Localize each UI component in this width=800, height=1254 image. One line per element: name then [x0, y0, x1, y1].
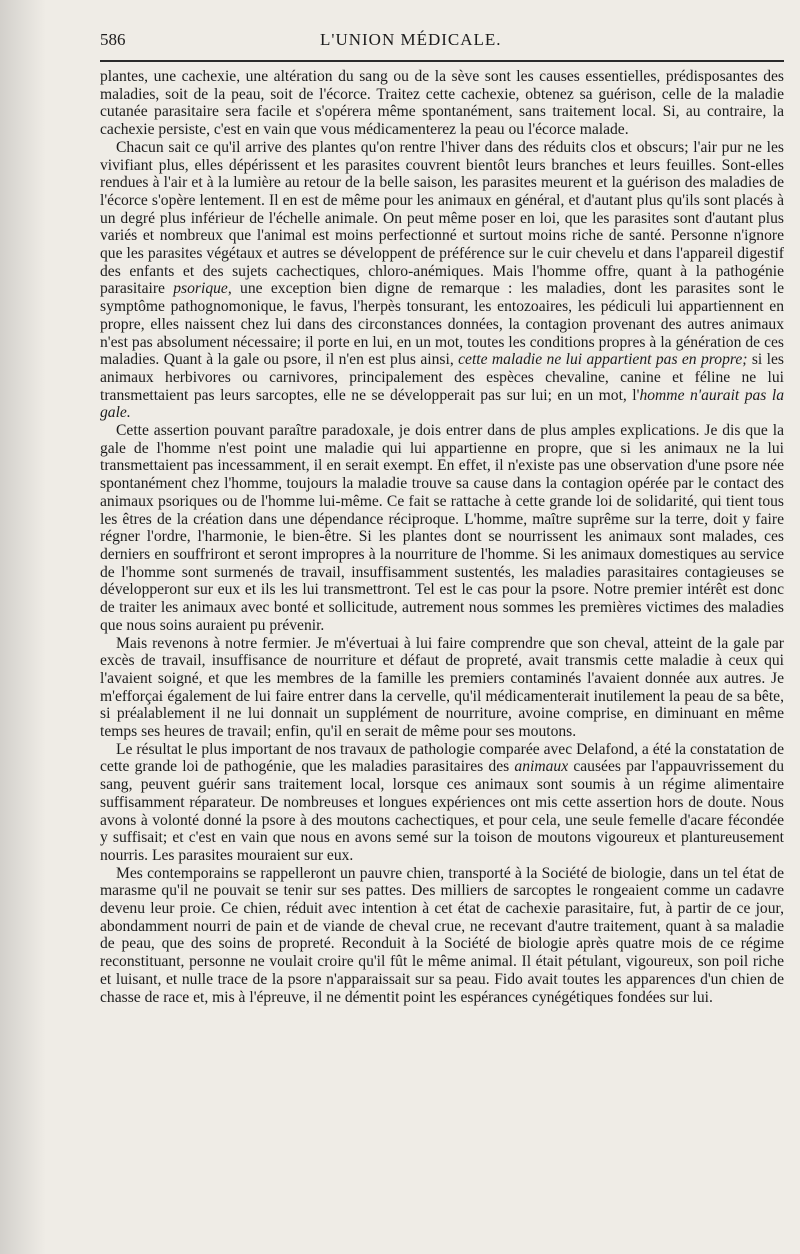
paragraph	[100, 139, 784, 422]
text-run: Mais revenons à notre fermier. Je m'évertuai à lui faire comprendre que son cheval, atteint de la gale par excès de travail, insuffisance de nourriture et défaut de propreté, avait transmis cette maladie à ceux qui l'avaient soigné, et que les membres de la famille les premiers contaminés l'avaient donnée aux autres. Je m'efforçai également de lui faire entrer dans la cervelle, qu'il médicamenterait inutilement la peau de sa bête, si préalablement il ne lui donnait un supplément de nourriture, avoine comprise, en diminuant en même temps ses heures de travail; enfin, qu'il en serait de même pour ses moutons.	[100, 634, 784, 741]
page-number: 586	[100, 30, 126, 49]
article-body	[100, 68, 784, 1006]
italic-text: cette maladie ne lui appartient pas en propre;	[458, 351, 748, 369]
paragraph	[100, 741, 784, 865]
text-run: causées par l'appauvrissement du sang, peuvent guérir sans traitement local, lorsque ces animaux sont soumis à un régime alimentaire suffisamment réparateur. De nombreuses et longues expériences ont mis cette assertion hors de doute. Nous avons à volonté donné la psore à des moutons cachectiques, et pour cela, une seule femelle d'acare fécondée y suffisait; et c'est en vain que nous en avons semé sur la toison de moutons vigoureux et plantureusement nourris. Les parasites mouraient sur eux.	[100, 758, 784, 864]
italic-text: homme n'aurait pas la gale.	[100, 386, 784, 422]
paragraph	[100, 865, 784, 1007]
page-header	[100, 30, 784, 50]
text-run: si les animaux herbivores ou carnivores, principalement des espèces chevaline, canine et féline ne lui transmettaient pas leurs sarcoptes, elle ne se développerait pas sur lui; en un mot, l'	[100, 351, 784, 404]
text-run: Chacun sait ce qu'il arrive des plantes qu'on rentre l'hiver dans des réduits clos et obscurs; l'air pur ne les vivifiant plus, elles dépérissent et les parasites couvrent bientôt leurs branches et leurs feuilles. Sont-elles rendues à l'air et à la lumière au retour de la belle saison, les parasites meurent et la guérison des maladies de l'écorce s'opère lentement. Il en est de même pour les animaux en général, et d'autant plus qu'ils sont placés à un degré plus inférieur de l'échelle animale. On peut même poser en loi, que les parasites sont d'autant plus variés et nombreux que l'animal est moins perfectionné et surtout moins riche de santé. Personne n'ignore que les parasites végétaux et autres se développent de préférence sur le cuir chevelu et dans l'appareil digestif des enfants et des sujets cachectiques, chloro-anémiques. Mais l'homme offre, quant à la pathogénie parasitaire	[100, 138, 784, 298]
italic-text: psorique	[173, 280, 228, 298]
text-run: Cette assertion pouvant paraître paradoxale, je dois entrer dans de plus amples explications. Je dis que la gale de l'homme n'est point une maladie qui lui appartienne en propre, que si les animaux ne la lui transmettaient pas incessamment, il en serait exempt. En effet, il n'existe pas une observation d'une psore née spontanément chez l'homme, toujours la maladie trouve sa cause dans la contagion opérée par le contact des animaux psoriques ou de l'homme lui-même. Ce fait se rattache à cette grande loi de solidarité, qui tient tous les êtres de la création dans une dépendance réciproque. L'homme, maître suprême sur la terre, doit y faire régner l'ordre, l'harmonie, le bien-être. Si les plantes dont se nourrissent les animaux sont malades, ces derniers en souffriront et seront impropres à la nourriture de l'homme. Si les animaux domestiques au service de l'homme sont surmenés de travail, insuffisamment sustentés, les maladies parasitaires contagieuses se développeront sur eux et ils les lui transmettront. Tel est le cas pour la psore. Notre premier intérêt est donc de traiter les animaux avec bonté et sollicitude, autrement nous sommes les premières victimes des maladies que nous soins auraient pu prévenir.	[100, 422, 784, 634]
italic-text: animaux	[514, 758, 569, 776]
text-run: plantes, une cachexie, une altération du sang ou de la sève sont les causes essentielles, prédisposantes des maladies, soit de la peau, soit de l'écorce. Traitez cette cachexie, obtenez sa guérison, celle de la maladie cutanée parasitaire sera facile et s'opérera même spontanément, sans traitement local. Si, au contraire, la cachexie persiste, c'est en vain que vous médicamenterez la peau ou l'écorce malade.	[100, 68, 784, 139]
text-run: , une exception bien digne de remarque : les maladies, dont les parasites sont le symptôme pathognomonique, le favus, l'herpès tonsurant, les entozoaires, les pédiculi lui appartiennent en propre, elles naissent chez lui dans des circonstances données, la contagion provenant des autres animaux n'est pas absolument nécessaire; il porte en lui, en un mot, toutes les conditions propres à la génération de ces maladies. Quant à la gale ou psore, il n'en est plus ainsi,	[100, 280, 785, 369]
header-rule	[100, 60, 784, 62]
paragraph	[100, 635, 784, 741]
paragraph	[100, 422, 784, 634]
paragraph	[100, 68, 784, 139]
running-title: L'UNION MÉDICALE.	[320, 30, 502, 49]
text-run: Mes contemporains se rappelleront un pauvre chien, transporté à la Société de biologie, dans un tel état de marasme qu'il ne pouvait se tenir sur ses pattes. Des milliers de sarcoptes le rongeaient comme un cadavre devenu leur proie. Ce chien, réduit avec intention à cet état de cachexie parasitaire, fut, à partir de ce jour, abondamment nourri de pain et de viande de cheval crue, ne recevant d'autre traitement, quant à sa maladie de peau, que des soins de propreté. Reconduit à la Société de biologie après quatre mois de ce régime reconstituant, personne ne voulait croire qu'il fût le même animal. Il était pétulant, vigoureux, son poil riche et luisant, et nulle trace de la psore n'apparaissait sur sa peau. Fido avait toutes les apparences d'un chien de chasse de race et, mis à l'épreuve, il ne démentit point les espérances cynégétiques fondées sur lui.	[100, 864, 784, 1006]
text-run: Le résultat le plus important de nos travaux de pathologie comparée avec Delafond, a été la constatation de cette grande loi de pathogénie, que les maladies parasitaires des	[100, 740, 784, 776]
